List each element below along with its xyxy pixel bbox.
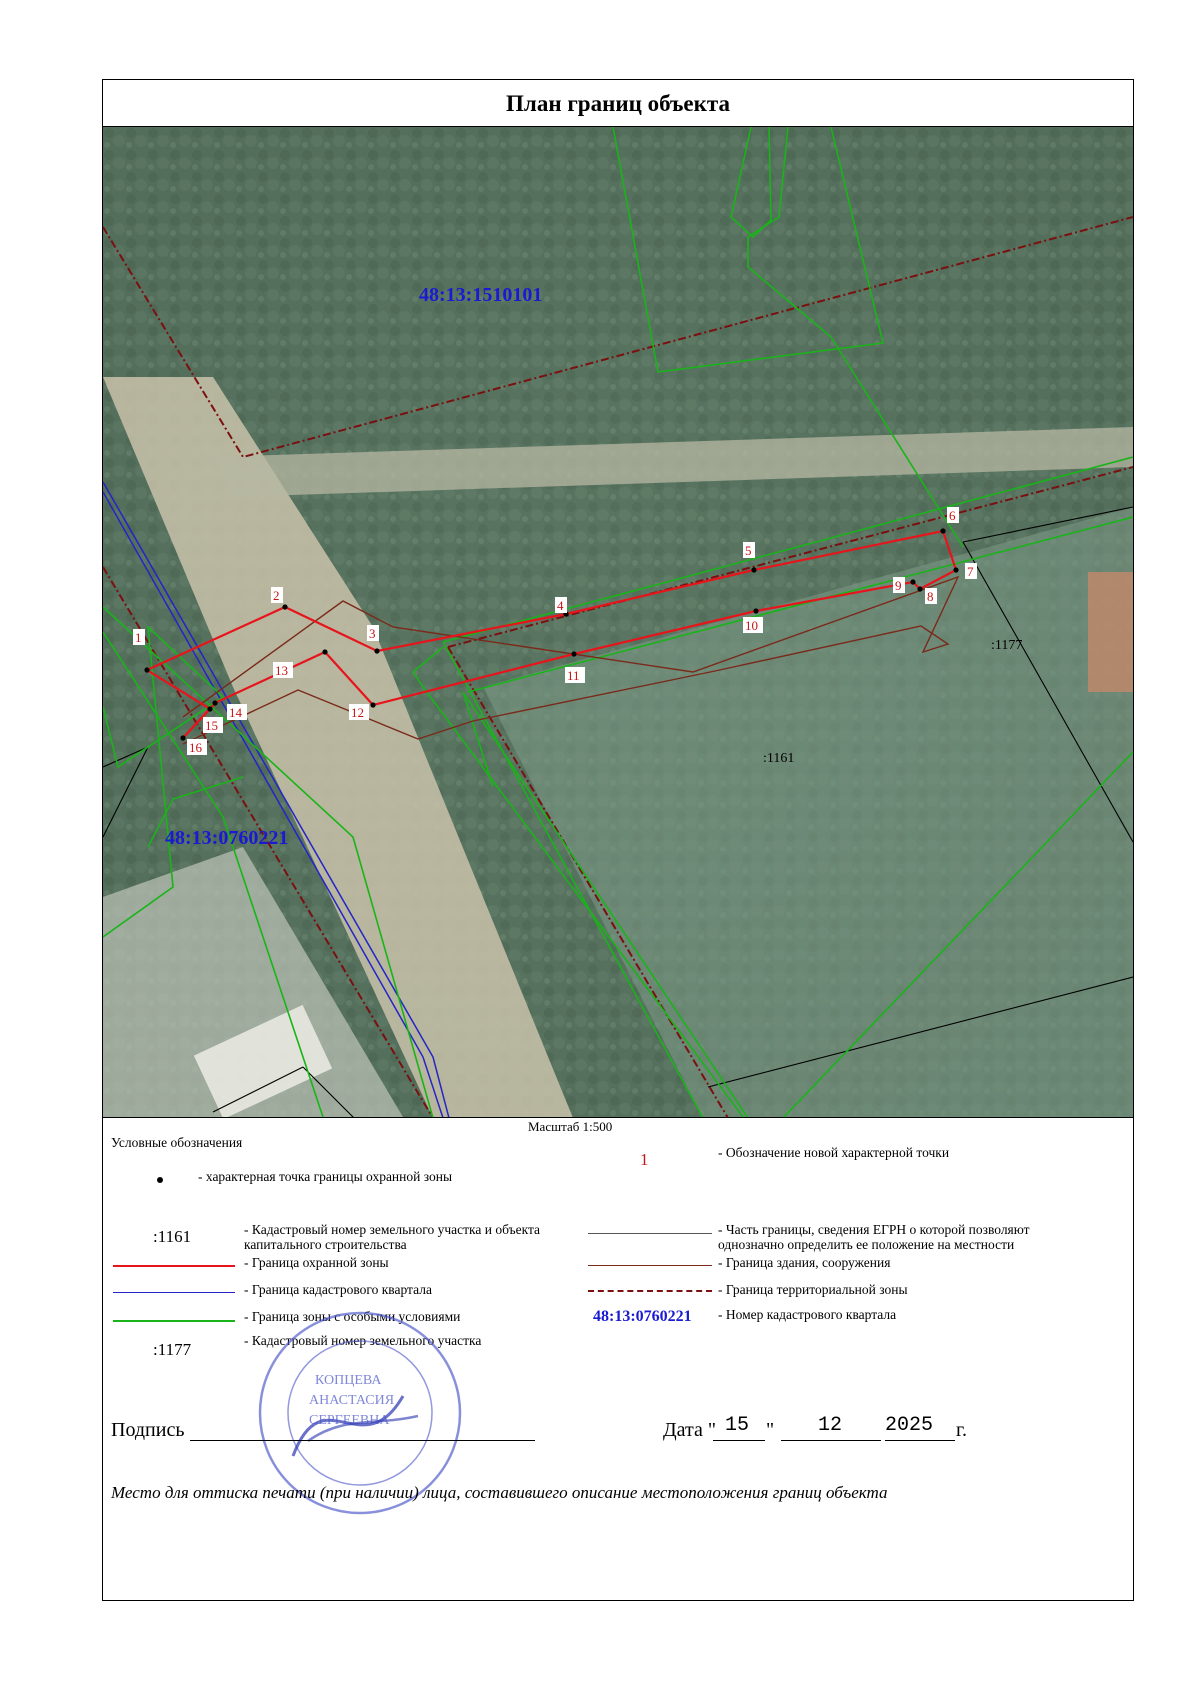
page-title: План границ объекта [103,80,1133,127]
svg-text:5: 5 [745,543,752,558]
characteristic-point-3 [374,648,379,653]
svg-text:4: 4 [557,598,564,613]
stamp-name-1: КОПЦЕВА [315,1373,382,1388]
point-label-1 [133,629,145,645]
point-label-7 [965,563,977,579]
map-canvas [103,127,1133,1118]
svg-text:15: 15 [205,718,218,733]
signature-line [190,1440,535,1441]
parcel-label-1177: :1177 [991,638,1023,653]
svg-text:7: 7 [967,564,974,579]
characteristic-point-6 [940,528,945,533]
legend-parcel2-desc: - Кадастровый номер земельного участка [244,1333,482,1348]
map-scale: Масштаб 1:500 [528,1119,613,1134]
legend-terr-line [588,1290,712,1292]
characteristic-point-10 [753,608,758,613]
legend-new-point-sample: 1 [640,1150,649,1169]
characteristic-point-9 [910,579,915,584]
signature-label: Подпись [111,1419,185,1441]
legend-egrn-desc: - Часть границы, сведения ЕГРН о которой позволяют однозначно определить ее положение на местности [718,1222,1030,1252]
date-label: Дата " [663,1419,717,1441]
characteristic-point-13 [322,649,327,654]
point-label-11 [565,667,585,683]
characteristic-point-16 [207,706,212,711]
svg-text:13: 13 [275,663,288,678]
point-label-14 [227,704,247,720]
building-east [1088,572,1133,692]
legend-egrn-line [588,1233,712,1234]
stamp-name-2: АНАСТАСИЯ [309,1393,395,1408]
quarter-label-south: 48:13:0760221 [165,827,289,849]
characteristic-point-14 [212,700,217,705]
date-day: 15 [725,1414,750,1437]
svg-text:16: 16 [189,740,202,755]
point-label-6 [947,507,959,523]
legend-guard-desc: - Граница охранной зоны [244,1255,389,1270]
point-label-3 [367,625,379,641]
legend-quarter-desc: - Граница кадастрового квартала [244,1282,432,1297]
legend-quarter-line [113,1292,235,1293]
point-label-12 [349,704,369,720]
svg-text:3: 3 [369,626,376,641]
svg-text:10: 10 [745,618,758,633]
characteristic-point-5 [751,567,756,572]
date-year-line [885,1440,955,1441]
point-label-15 [203,717,223,733]
legend-zone-line [113,1320,235,1322]
svg-text:6: 6 [949,508,956,523]
svg-text:11: 11 [567,668,580,683]
point-marker-sample [157,1177,163,1183]
characteristic-point-12 [370,702,375,707]
point-label-2 [271,587,283,603]
date-month-line [781,1440,881,1441]
map-area [103,127,1133,1118]
characteristic-point-11 [571,651,576,656]
point-label-8 [925,588,937,604]
point-label-9 [893,577,905,593]
date-month: 12 [818,1414,843,1437]
quarter-label-north: 48:13:1510101 [419,284,543,306]
date-quote-close: " [766,1419,775,1441]
legend-point-desc: - характерная точка границы охранной зоны [198,1169,453,1184]
date-year: 2025 [885,1414,934,1437]
legend-building-line [588,1265,712,1266]
svg-text:14: 14 [229,705,242,720]
point-label-10 [743,617,763,633]
point-label-16 [187,739,207,755]
characteristic-point-8 [917,586,922,591]
seal-note: Место для оттиска печати (при наличии) лица, составившего описание местоположения границ объекта [111,1483,888,1502]
legend-building-desc: - Граница здания, сооружения [718,1255,891,1270]
date-year-suffix: г. [956,1419,967,1441]
characteristic-point-15 [180,735,185,740]
legend-parcel-sample: :1161 [153,1227,192,1246]
legend-new-point-desc: - Обозначение новой характерной точки [718,1145,950,1160]
point-label-13 [273,662,293,678]
svg-text:9: 9 [895,578,902,593]
legend-heading: Условные обозначения [111,1135,243,1150]
characteristic-point-7 [953,567,958,572]
point-label-5 [743,542,755,558]
parcel-label-1161: :1161 [763,751,795,766]
svg-text:12: 12 [351,705,364,720]
legend-parcel2-sample: :1177 [153,1340,192,1359]
legend-zone-desc: - Граница зоны с особыми условиями [244,1309,461,1324]
svg-text:1: 1 [135,630,142,645]
svg-text:8: 8 [927,589,934,604]
characteristic-point-1 [144,667,149,672]
svg-text:2: 2 [273,588,280,603]
point-label-4 [555,597,567,613]
legend-guard-line [113,1265,235,1267]
document-frame [102,79,1134,1601]
legend-quarter-num-sample: 48:13:0760221 [593,1308,692,1325]
legend-quarter-num-desc: - Номер кадастрового квартала [718,1307,897,1322]
stamp-name-3: СЕРГЕЕВНА [309,1413,390,1428]
legend-terr-desc: - Граница территориальной зоны [718,1282,908,1297]
date-day-line [713,1440,765,1441]
characteristic-point-2 [282,604,287,609]
legend-parcel-desc: - Кадастровый номер земельного участка и объекта капитального строительства [244,1222,541,1252]
